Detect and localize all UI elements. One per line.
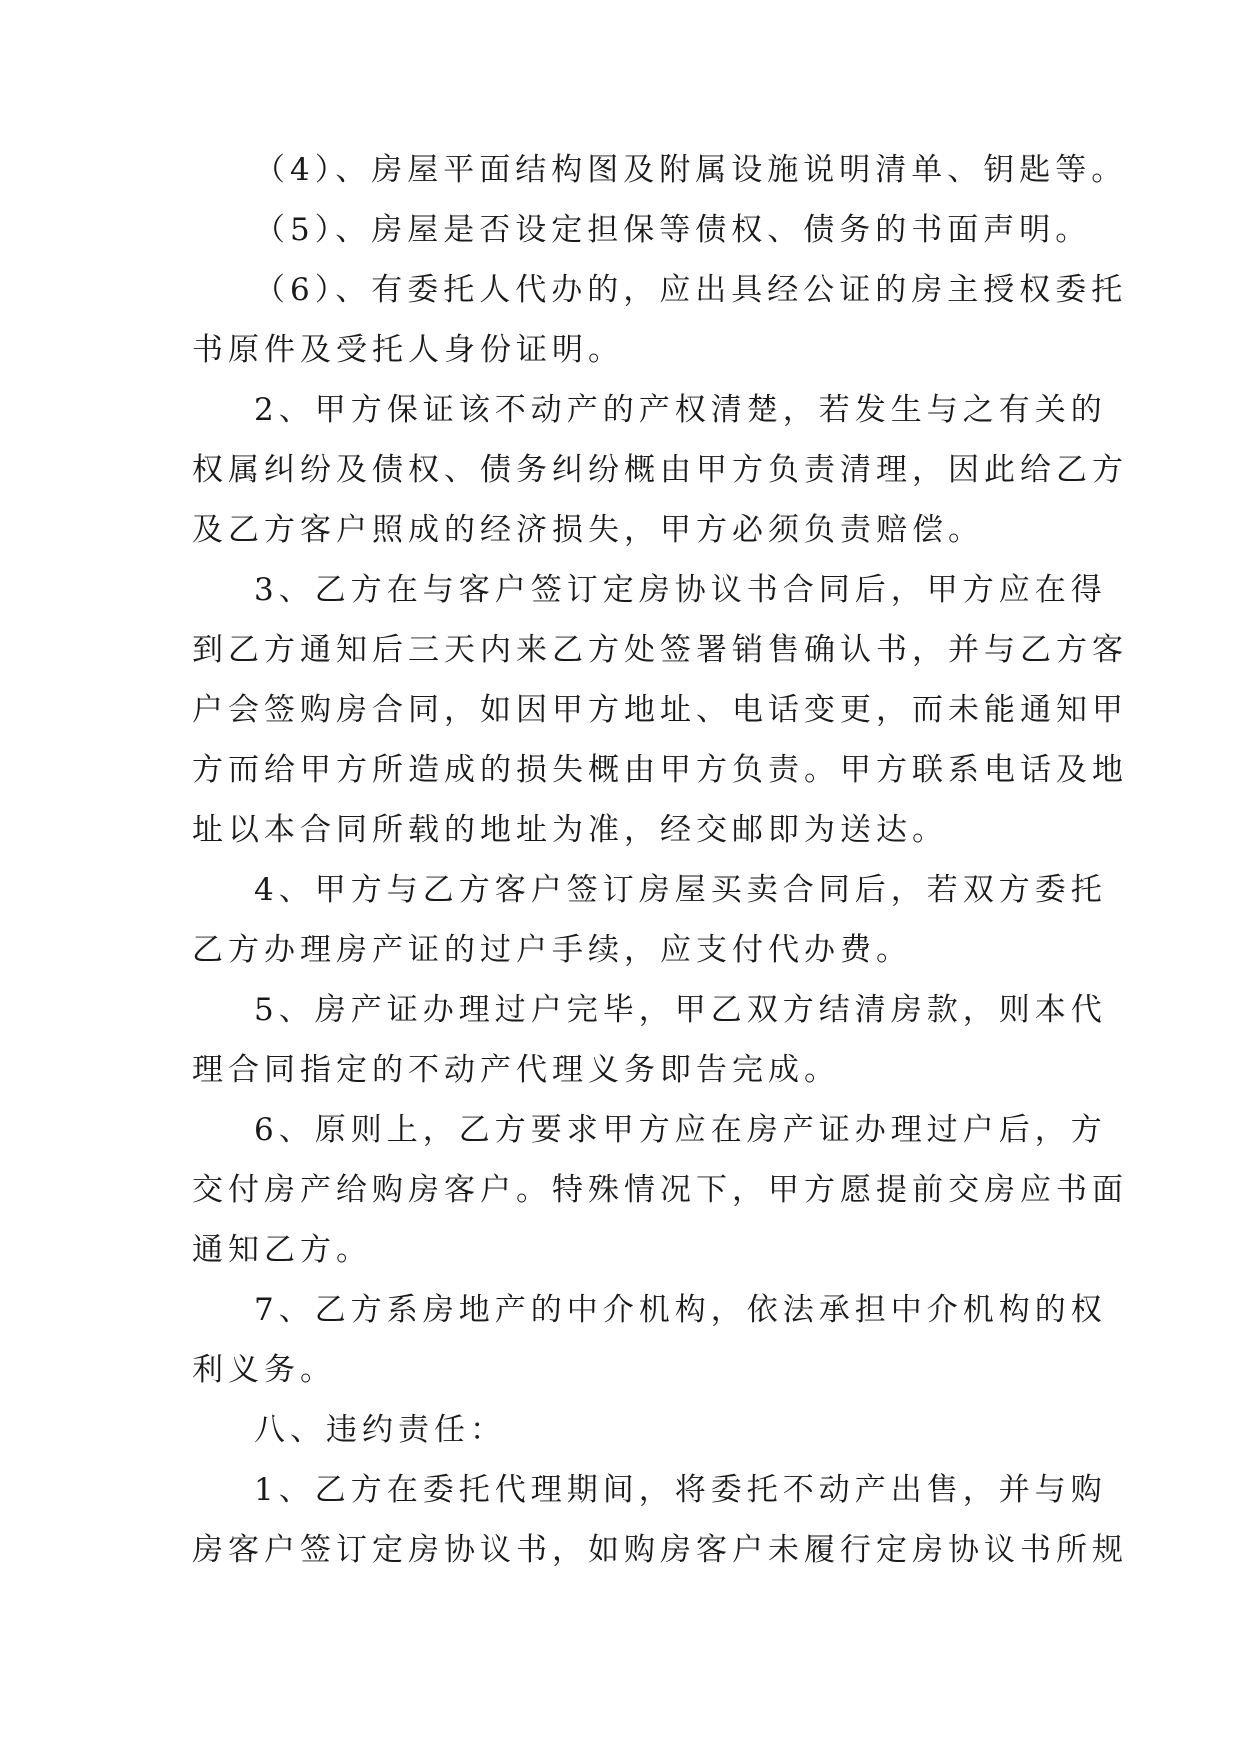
text-line: （5）、房屋是否设定担保等债权、债务的书面声明。 bbox=[254, 212, 1092, 248]
text-line: 书原件及受托人身份证明。 bbox=[192, 332, 624, 368]
text-line: 理合同指定的不动产代理义务即告完成。 bbox=[192, 1052, 840, 1088]
text-line: 乙方办理房产证的过户手续，应支付代办费。 bbox=[192, 932, 912, 968]
text-line: 及乙方客户照成的经济损失，甲方必须负责赔偿。 bbox=[192, 512, 984, 548]
section-heading: 八、违约责任： bbox=[254, 1412, 506, 1448]
text-line: 房客户签订定房协议书，如购房客户未履行定房协议书所规 bbox=[192, 1532, 1128, 1568]
text-line: 2、甲方保证该不动产的产权清楚，若发生与之有关的 bbox=[254, 392, 1107, 428]
text-line: 7、乙方系房地产的中介机构，依法承担中介机构的权 bbox=[254, 1292, 1107, 1328]
text-line: 1、乙方在委托代理期间，将委托不动产出售，并与购 bbox=[254, 1472, 1107, 1508]
contract-text-body bbox=[192, 140, 1128, 1580]
text-line: 3、乙方在与客户签订定房协议书合同后，甲方应在得 bbox=[254, 572, 1107, 608]
text-line: 5、房产证办理过户完毕，甲乙双方结清房款，则本代 bbox=[254, 992, 1107, 1028]
text-line: 通知乙方。 bbox=[192, 1232, 372, 1268]
text-line: 户会签购房合同，如因甲方地址、电话变更，而未能通知甲 bbox=[192, 692, 1128, 728]
text-line: （4）、房屋平面结构图及附属设施说明清单、钥匙等。 bbox=[254, 152, 1128, 188]
text-line: 4、甲方与乙方客户签订房屋买卖合同后，若双方委托 bbox=[254, 872, 1107, 908]
text-line: 方而给甲方所造成的损失概由甲方负责。甲方联系电话及地 bbox=[192, 752, 1128, 788]
text-line: 到乙方通知后三天内来乙方处签署销售确认书，并与乙方客 bbox=[192, 632, 1128, 668]
text-line: 权属纠纷及债权、债务纠纷概由甲方负责清理，因此给乙方 bbox=[192, 452, 1128, 488]
text-line: 利义务。 bbox=[192, 1352, 336, 1388]
text-line: 交付房产给购房客户。特殊情况下，甲方愿提前交房应书面 bbox=[192, 1172, 1128, 1208]
text-line: （6）、有委托人代办的，应出具经公证的房主授权委托 bbox=[254, 272, 1128, 308]
text-line: 6、原则上，乙方要求甲方应在房产证办理过户后，方 bbox=[254, 1112, 1107, 1148]
text-line: 址以本合同所载的地址为准，经交邮即为送达。 bbox=[192, 812, 948, 848]
